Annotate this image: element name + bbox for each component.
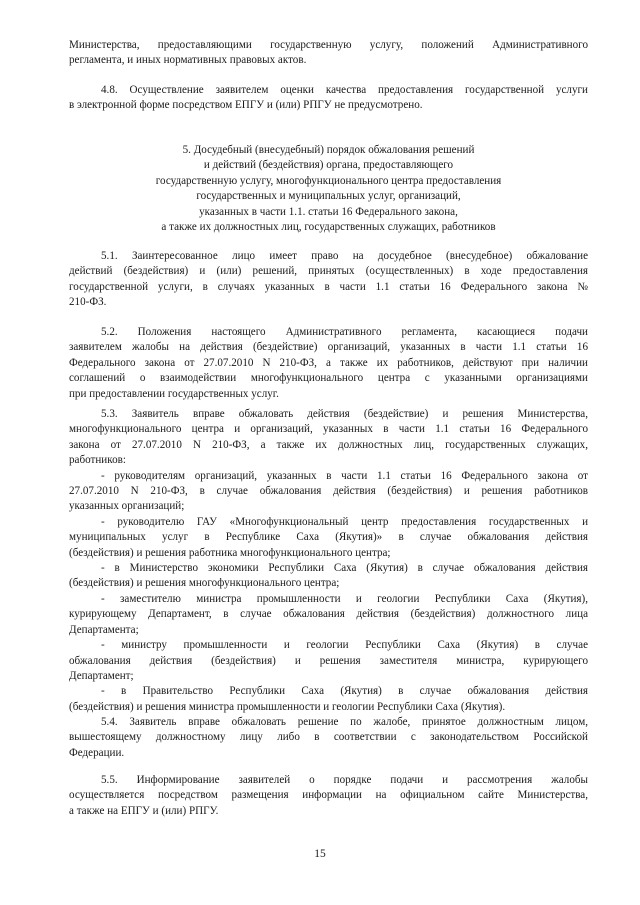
paragraph-5-4 xyxy=(69,715,588,761)
text-line: действий (бездействия) и (или) решений, принятых (осуществленных) в ходе предоставления xyxy=(69,265,588,278)
text-line: закона от 27.07.2010 N 210-ФЗ, а также их должностных лиц, государственных служащих, xyxy=(69,438,588,451)
title-line: государственную услугу, многофункционального центра предоставления xyxy=(155,174,502,187)
paragraph-5-1 xyxy=(69,249,588,311)
text-line: 5.3. Заявитель вправе обжаловать действия (бездействие) и решения Министерства, xyxy=(101,408,588,420)
text-line: регламента, и иных нормативных правовых актов. xyxy=(69,54,307,67)
text-line: вышестоящему должностному лицу либо в соответствии с законодательством Российской xyxy=(69,731,588,744)
title-line: указанных в части 1.1. статьи 16 Федерального закона, xyxy=(199,205,458,218)
text-line: Департамента; xyxy=(69,623,139,636)
page-number: 15 xyxy=(314,848,326,860)
text-line: обжалования действия (бездействия) и решения заместителя министра, курирующего xyxy=(69,654,588,667)
text-line: указанных организаций; xyxy=(69,500,185,513)
top-paragraph xyxy=(69,38,588,69)
text-line: заявителем жалобы на действия (бездействие) организаций, указанных в части 1.1 статьи 16 xyxy=(69,341,588,354)
text-line: 5.1. Заинтересованное лицо имеет право на досудебное (внесудебное) обжалование xyxy=(101,250,588,262)
title-line: 5. Досудебный (внесудебный) порядок обжалования решений xyxy=(182,144,475,156)
text-line: 5.2. Положения настоящего Административного регламента, касающиеся подачи xyxy=(101,326,588,338)
text-line: осуществляется посредством размещения информации на официальном сайте Министерства, xyxy=(69,789,588,802)
list-item-line: - руководителям организаций, указанных в части 1.1 статьи 16 Федерального закона от xyxy=(101,469,588,482)
text-line: в электронной форме посредством ЕПГУ и (или) РПГУ не предусмотрено. xyxy=(69,99,423,112)
list-item-line: - в Правительство Республики Саха (Якутия) в случае обжалования действия xyxy=(101,685,588,698)
text-line: 5.5. Информирование заявителей о порядке подачи и рассмотрения жалобы xyxy=(101,774,588,786)
text-line: государственной услуги, в случаях указанных в части 1.1 статьи 16 Федерального закона № xyxy=(69,280,588,293)
title-line: и действий (бездействия) органа, предоставляющего xyxy=(203,159,454,172)
text-line: 27.07.2010 N 210-ФЗ, в случае обжалования действия (бездействия) и решения работников xyxy=(69,485,588,498)
text-line: (бездействия) и решения министра промышленности и геологии Республики Саха (Якутия). xyxy=(69,700,506,713)
text-line: при предоставлении государственных услуг. xyxy=(69,387,279,400)
text-line: соглашений о взаимодействии многофункционального центра с указанными организациями xyxy=(69,372,588,385)
paragraph-5-3 xyxy=(69,407,588,715)
text-line: многофункционального центра и организаций, указанных в части 1.1 статьи 16 Федерального xyxy=(69,423,588,436)
text-line: работников: xyxy=(69,454,126,467)
text-line: а также на ЕПГУ и (или) РПГУ. xyxy=(69,804,219,817)
text-line: (бездействия) и решения работника многофункционального центра; xyxy=(69,546,391,559)
section-5-title xyxy=(69,143,588,235)
text-line: Департамент; xyxy=(69,669,134,682)
text-line: 4.8. Осуществление заявителем оценки качества предоставления государственной услуги xyxy=(101,84,588,96)
text-line: курирующему Департамент, в случае обжалования действия (бездействия) должностного лица xyxy=(69,608,588,621)
list-item-line: - министру промышленности и геологии Республики Саха (Якутия) в случае xyxy=(101,639,588,652)
title-line: а также их должностных лиц, государственных служащих, работников xyxy=(161,221,496,234)
text-line: 210-ФЗ. xyxy=(69,296,107,309)
text-line: (бездействия) и решения многофункционального центра; xyxy=(69,577,340,590)
text-line: муниципальных услуг в Республике Саха (Якутия)» в случае обжалования действия xyxy=(69,531,588,544)
text-line: Федерального закона от 27.07.2010 N 210-ФЗ, а также их работников, действуют при наличии xyxy=(69,356,588,369)
paragraph-5-5 xyxy=(69,773,588,819)
paragraph-5-2 xyxy=(69,325,588,402)
list-item-line: - заместителю министра промышленности и геологии Республики Саха (Якутия), xyxy=(101,592,588,605)
title-line: государственных и муниципальных услуг, организаций, xyxy=(196,190,461,203)
paragraph-4-8 xyxy=(69,83,588,114)
text-line: Федерации. xyxy=(69,746,125,759)
text-line: 5.4. Заявитель вправе обжаловать решение по жалобе, принятое должностным лицом, xyxy=(101,716,588,728)
list-item-line: - в Министерство экономики Республики Саха (Якутия) в случае обжалования действия xyxy=(101,562,588,575)
text-line: Министерства, предоставляющими государственную услугу, положений Административного xyxy=(69,39,588,51)
list-item-line: - руководителю ГАУ «Многофункциональный центр предоставления государственных и xyxy=(101,515,588,528)
